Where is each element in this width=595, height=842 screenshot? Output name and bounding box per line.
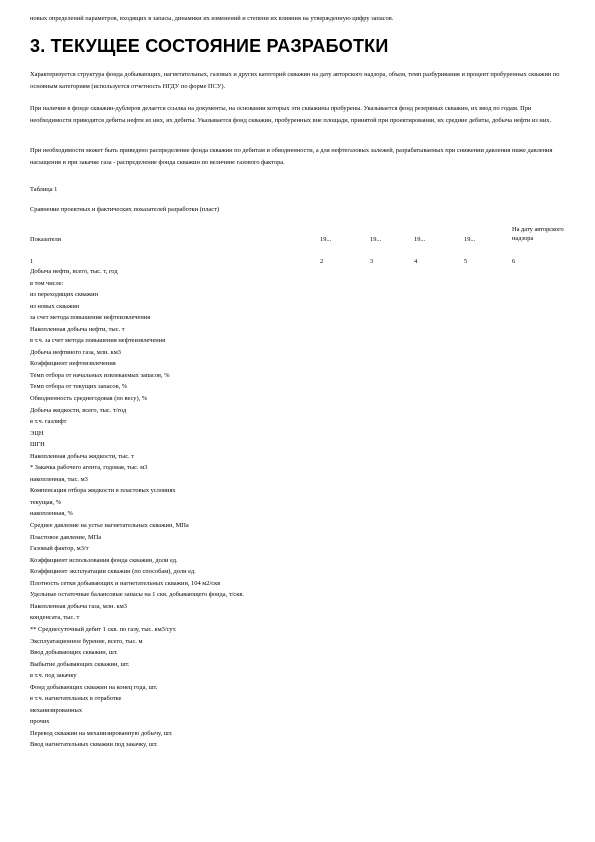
table-row: Ввод добывающих скважин, шт. bbox=[30, 649, 118, 657]
table-row: текущая, % bbox=[30, 498, 62, 506]
table-row: конденсата, тыс. т bbox=[30, 614, 80, 622]
paragraph-1: Характеризуется структура фонда добывающих, нагнетательных, газовых и других категорий скважин на дату авторского надзора, объем, темп разбуривания и процент пробуренных скважин по основным категориям (используется отчетность НГДУ по форме ПСУ). bbox=[30, 71, 560, 90]
table-row: Плотность сетки добывающих и нагнетательных скважин, 104 м2/скв bbox=[30, 579, 221, 587]
table-row: Добыча жидкости, всего, тыс. т/год bbox=[30, 406, 127, 414]
table-row: в т.ч. под закачку bbox=[30, 672, 77, 680]
table-row: в том числе: bbox=[30, 279, 64, 287]
table-row: из новых скважин bbox=[30, 302, 80, 310]
table-row: Ввод нагнетательных скважин под закачку, шт. bbox=[30, 741, 158, 749]
table-caption: Сравнение проектных и фактических показателей разработки (пласт) bbox=[30, 206, 220, 213]
table-header-year-1: 19... bbox=[320, 236, 332, 243]
table-row: Темп отбора от текущих запасов, % bbox=[30, 383, 128, 391]
table-row: накопленная, % bbox=[30, 510, 73, 518]
section-heading: 3. ТЕКУЩЕЕ СОСТОЯНИЕ РАЗРАБОТКИ bbox=[30, 36, 389, 56]
continued-text: новых определений параметров, входящих в запасы, динамики их изменений и степени их влияния на утвержденную цифру запасов. bbox=[30, 15, 394, 22]
table-row: Накопленная добыча нефти, тыс. т bbox=[30, 325, 125, 333]
table-row: Коэффициент использования фонда скважин, доли ед. bbox=[30, 556, 178, 564]
table-row: в т.ч. нагнетательных в отработке bbox=[30, 695, 122, 703]
table-row: Эксплуатационное бурение, всего, тыс. м bbox=[30, 637, 143, 645]
table-row: механизированных bbox=[30, 706, 83, 714]
table-row: за счет метода повышения нефтеизвлечения bbox=[30, 314, 151, 322]
table-row: прочих bbox=[30, 718, 50, 726]
table-body bbox=[30, 266, 570, 751]
table-row: Компенсация отбора жидкости в пластовых условиях bbox=[30, 487, 176, 495]
table-row: в т.ч. газлифт bbox=[30, 418, 67, 426]
table-row: ШГН bbox=[30, 441, 45, 449]
table-col-number-4: 4 bbox=[414, 258, 418, 265]
table-row: Пластовое давление, МПа bbox=[30, 533, 102, 541]
table-row: ЭЦН bbox=[30, 429, 44, 437]
paragraph-2: При наличии в фонде скважин-дублеров делается ссылка на документы, на основании которых эти скважины пробурены. Указывается фонд резервных скважин, их ввод по годам. При необходимости приводятся дебиты нефти из них, их дебиты. Указывается фонд скважин, пробуренных вне площади, принятой при проектировании, их средние дебиты, добыча нефти из них. bbox=[30, 105, 552, 124]
table-col-number-6: 6 bbox=[512, 258, 516, 265]
table-col-number-5: 5 bbox=[464, 258, 468, 265]
table-row: Накопленная добыча газа, млн. км3 bbox=[30, 602, 127, 610]
table-row: Коэффициент нефтеизвлечения bbox=[30, 360, 116, 368]
table-row: Фонд добывающих скважин на конец года, шт. bbox=[30, 683, 158, 691]
table-row: Коэффициент эксплуатации скважин (по способам), доли ед. bbox=[30, 568, 196, 576]
table-row: Газовый фактор, м3/т bbox=[30, 545, 89, 553]
table-row: из переходящих скважин bbox=[30, 291, 98, 299]
table-header-indicator: Показатели bbox=[30, 236, 62, 243]
table-header-year-4: 19... bbox=[464, 236, 476, 243]
table-row: накопленная, тыс. м3 bbox=[30, 475, 88, 483]
table-row: Добыча нефтяного газа, млн. км3 bbox=[30, 348, 121, 356]
table-col-number-2: 2 bbox=[320, 258, 324, 265]
table-row: Накопленная добыча жидкости, тыс. т bbox=[30, 452, 135, 460]
paragraph-3: При необходимости может быть приведено распределение фонда скважин по дебитам и обводненности, а для нефтегазовых залежей, разрабатываемых при снижении давления ниже давления насыщения и при закачке газа - распределение фонда скважин по величине газового фактора. bbox=[30, 147, 553, 166]
table-label: Таблица 1 bbox=[30, 186, 58, 193]
table-row: Обводненность среднегодовая (по весу), % bbox=[30, 395, 148, 403]
table-row: Темп отбора от начальных извлекаемых запасов, % bbox=[30, 371, 170, 379]
table-row: в т.ч. за счет метода повышения нефтеизвлечения bbox=[30, 337, 166, 345]
table-row: Перевод скважин на механизированную добычу, шт. bbox=[30, 729, 173, 737]
table-header-year-2: 19... bbox=[370, 236, 382, 243]
table-row: ** Среднесуточный дебит 1 скв. по газу, тыс. км3/сут. bbox=[30, 625, 177, 633]
table-row: * Закачка рабочего агента, годовая, тыс. м3 bbox=[30, 464, 148, 472]
table-row: Выбытие добывающих скважин, шт. bbox=[30, 660, 130, 668]
table-row: Удельные остаточные балансовые запасы на 1 скв. добывающего фонда, т/скв. bbox=[30, 591, 244, 599]
table-col-number-3: 3 bbox=[370, 258, 374, 265]
table-header-supervision-date: На дату авторского надзора bbox=[512, 226, 564, 242]
table-header-year-3: 19... bbox=[414, 236, 426, 243]
table-row: Среднее давление на устье нагнетательных скважин, МПа bbox=[30, 522, 189, 530]
table-row: Добыча нефти, всего, тыс. т, год bbox=[30, 268, 118, 275]
table-col-number-1: 1 bbox=[30, 258, 34, 265]
